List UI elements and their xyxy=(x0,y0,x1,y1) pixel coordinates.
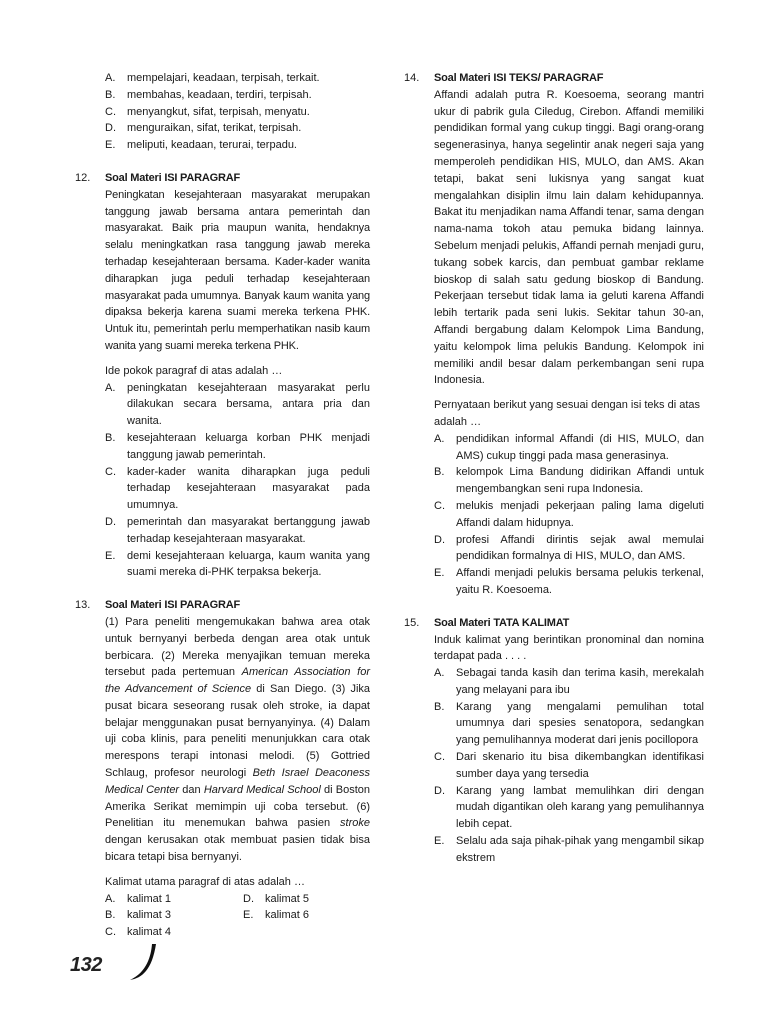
page-swoosh-icon xyxy=(126,942,166,984)
option-c: C. melukis menjadi pekerjaan paling lama digeluti Affandi dalam hidupnya. xyxy=(434,499,704,529)
previous-question-options xyxy=(75,70,370,154)
option-e: E. Affandi menjadi pelukis bersama pelukis terkenal, yaitu R. Koesoema. xyxy=(434,567,704,596)
option-a: A. pendidikan informal Affandi (di HIS, MULO, dan AMS) cukup tinggi pada masa generasinya. xyxy=(434,432,704,462)
question-number: 14. xyxy=(404,72,420,84)
left-column xyxy=(75,70,370,957)
question-title: Soal Materi ISI TEKS/ PARAGRAF xyxy=(434,72,604,84)
right-column xyxy=(404,70,704,883)
question-13 xyxy=(75,597,370,941)
options-grid xyxy=(105,891,370,941)
question-title: Soal Materi ISI PARAGRAF xyxy=(105,171,240,184)
question-number: 12. xyxy=(75,171,91,184)
option-c: C. kader-kader wanita diharapkan juga peduli terhadap kesejahteraan masyarakat pada umumnya. xyxy=(105,465,370,512)
question-15 xyxy=(404,615,704,867)
question-number: 13. xyxy=(75,599,91,612)
option-b: B. kalimat 3 xyxy=(105,909,172,922)
question-paragraph: (1) Para peneliti mengemukakan bahwa area otak untuk bernyanyi berbeda dengan area otak untuk berbicara. (2) Mereka menyajikan temuan mereka tersebut pada pertemuan American Association for the Advancement of Science di San Diego. (3) Jika pusat bicara seseorang rusak oleh stroke, ia dapat belajar menggunakan pusat bernyanyinya. (4) Dalam uji coba klinis, para peneliti menunjukkan cara otak merespons terapi intonasi melodi. (5) Gottried Schlaug, profesor neurologi Beth Israel Deaconess Medical Center dan Harvard Medical School di Boston Amerika Serikat memimpin uji coba tersebut. (6) Penelitian itu menemukan bahwa pasien stroke dengan kerusakan otak membuat pasien tidak bisa bicara tetapi bisa bernyanyi. xyxy=(105,615,371,864)
question-paragraph: Affandi adalah putra R. Koesoema, seorang mantri ukur di pabrik gula Ciledug, Cirebon. Affandi memiliki pendidikan formal yang cukup tinggi. Bagi orang-orang segenerasinya, hanya segelintir anak negeri saja yang memperoleh pendidikan HIS, MULO, dan AMS. Akan tetapi, bakat seni lukisnya yang sangat kuat mengalahkan disiplin ilmu lain dalam kehidupannya. Bakat itu menjadikan nama Affandi tenar, sama dengan nama-nama tokoh atau pemuka bidang lainnya. Sebelum menjadi pelukis, Affandi pernah menjadi guru, tukang sobek karcis, dan pembuat gambar reklame bioskop di salah satu gedung bioskop di Bandung. Pekerjaan tersebut tidak lama ia geluti karena Affandi lebih tertarik pada seni lukis. Sekitar tahun 30-an, Affandi bergabung dalam Kelompok Lima Bandung, yaitu kelompok lima pelukis Bandung. Kelompok ini memiliki andil besar dalam perkembangan seni rupa Indonesia. xyxy=(434,88,704,387)
option-d: D. kalimat 5 xyxy=(243,892,310,905)
question-prompt: Kalimat utama paragraf di atas adalah … xyxy=(105,875,305,888)
option-a: A. kalimat 1 xyxy=(105,892,172,905)
option-b: B. Karang yang mengalami pemulihan total umumnya dari spesies senatopora, sedangkan yang pemulihannya moderat dari jenis pocillopora xyxy=(434,700,704,747)
option-c: C. kalimat 4 xyxy=(105,926,172,939)
question-12 xyxy=(75,170,370,581)
options-list xyxy=(434,665,704,867)
option-e: E. kalimat 6 xyxy=(243,909,310,922)
prev-option-e: E. meliputi, keadaan, terurai, terpadu. xyxy=(105,139,297,152)
prev-option-d: D. menguraikan, sifat, terikat, terpisah. xyxy=(105,122,302,135)
question-number: 15. xyxy=(404,616,420,629)
option-a: A. Sebagai tanda kasih dan terima kasih, merekalah yang melayani para ibu xyxy=(434,667,704,696)
question-prompt: Ide pokok paragraf di atas adalah … xyxy=(105,364,283,377)
prev-option-b: B. membahas, keadaan, terdiri, terpisah. xyxy=(105,88,312,101)
option-e: E. demi kesejahteraan keluarga, kaum wanita yang suami mereka di-PHK terpaksa bekerja. xyxy=(105,549,370,579)
option-a: A. peningkatan kesejahteraan masyarakat perlu dilakukan secara bersama, antara pria dan wanita. xyxy=(105,381,370,428)
options-list xyxy=(434,431,704,599)
question-prompt: Pernyataan berikut yang sesuai dengan isi teks di atas adalah … xyxy=(434,399,700,428)
page-number: 132 xyxy=(70,954,102,976)
question-prompt: Induk kalimat yang berintikan pronominal dan nomina terdapat pada . . . . xyxy=(434,633,704,663)
question-14 xyxy=(404,70,704,599)
option-b: B. kesejahteraan keluarga korban PHK menjadi tanggung jawab pemerintah. xyxy=(105,431,370,461)
option-d: D. Karang yang lambat memulihkan diri dengan mudah digantikan oleh karang yang pemulihannya lebih cepat. xyxy=(434,784,704,831)
question-title: Soal Materi TATA KALIMAT xyxy=(434,616,570,629)
options-list xyxy=(105,380,370,582)
question-title: Soal Materi ISI PARAGRAF xyxy=(105,599,240,612)
question-paragraph: Peningkatan kesejahteraan masyarakat merupakan tanggung jawab bersama antara pemerintah dan masyarakat. Baik pria maupun wanita, hendaknya selalu meningkatkan rasa tanggung jawab mereka terhadap kesejahteraan bersama. Kader-kader wanita diharapkan juga peduli terhadap kesejahteraan masyarakat pada umumnya. Banyak kaum wanita yang dipaksa bekerja karena suami mereka terkena PHK. Untuk itu, pemerintah perlu memperhatikan nasib kaum wanita yang suami mereka terkena PHK. xyxy=(105,188,370,352)
option-d: D. profesi Affandi dirintis sejak awal memulai pendidikan formalnya di HIS, MULO, dan AMS. xyxy=(434,533,704,563)
option-b: B. kelompok Lima Bandung didirikan Affandi untuk mengembangkan seni rupa Indonesia. xyxy=(434,466,704,496)
option-d: D. pemerintah dan masyarakat bertanggung jawab terhadap kesejahteraan masyarakat. xyxy=(105,515,370,545)
prev-options-list xyxy=(105,70,370,154)
prev-option-a: A. mempelajari, keadaan, terpisah, terkait. xyxy=(105,72,320,84)
option-c: C. Dari skenario itu bisa dikembangkan identifikasi sumber daya yang tersedia xyxy=(434,751,704,780)
option-e: E. Selalu ada saja pihak-pihak yang mengambil sikap ekstrem xyxy=(434,835,704,864)
prev-option-c: C. menyangkut, sifat, terpisah, menyatu. xyxy=(105,105,310,118)
